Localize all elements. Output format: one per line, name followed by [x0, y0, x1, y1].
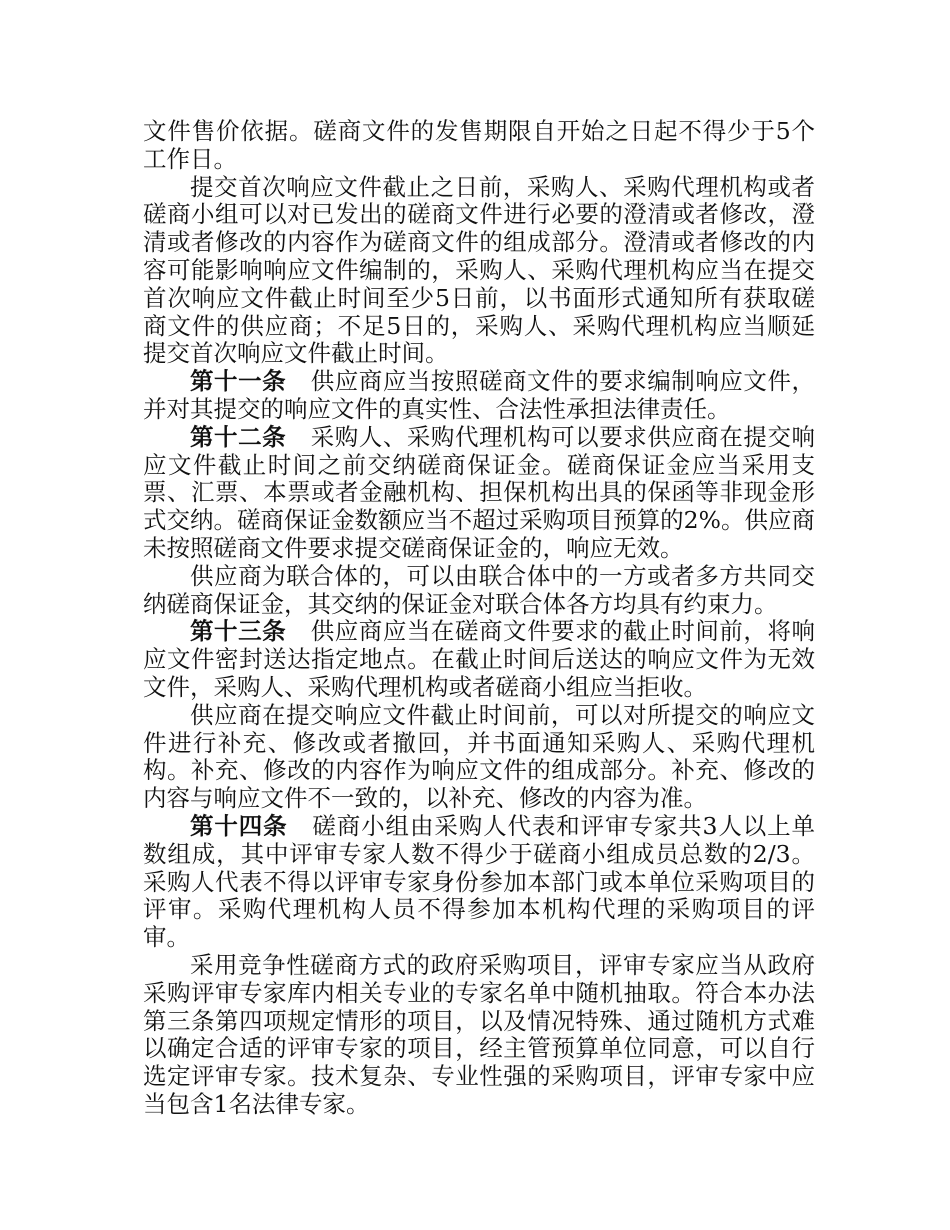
article-11	[143, 368, 815, 424]
paragraph	[143, 952, 815, 1119]
article-number: 第十二条	[190, 422, 287, 451]
paragraph-text: 磋商小组由采购人代表和评审专家共3人以上单数组成，其中评审专家人数不得少于磋商小组成员总数的2/3。采购人代表不得以评审专家身份参加本部门或本单位采购项目的评审。采购代理机构人员不得参加本机构代理的采购项目的评审。	[143, 811, 816, 952]
article-13	[143, 618, 815, 701]
document-page	[143, 118, 815, 1119]
paragraph-text: 文件售价依据。磋商文件的发售期限自开始之日起不得少于5个工作日。	[143, 117, 815, 173]
paragraph-text: 供应商应当按照磋商文件的要求编制响应文件，并对其提交的响应文件的真实性、合法性承担法律责任。	[143, 367, 816, 423]
paragraph	[143, 702, 815, 813]
article-12	[143, 424, 815, 563]
article-14	[143, 813, 815, 952]
article-number: 第十一条	[190, 367, 287, 396]
article-number: 第十四条	[190, 811, 288, 840]
paragraph-text: 供应商为联合体的，可以由联合体中的一方或者多方共同交纳磋商保证金，其交纳的保证金对联合体各方均具有约束力。	[143, 561, 815, 618]
paragraph-text: 采购人、采购代理机构可以要求供应商在提交响应文件截止时间之前交纳磋商保证金。磋商保证金应当采用支票、汇票、本票或者金融机构、担保机构出具的保函等非现金形式交纳。磋商保证金数额应当不超过采购项目预算的2%。供应商未按照磋商文件要求提交磋商保证金的，响应无效。	[143, 422, 816, 562]
paragraph-continuation	[143, 118, 815, 174]
article-number: 第十三条	[190, 617, 287, 646]
paragraph	[143, 563, 815, 619]
paragraph-text: 供应商在提交响应文件截止时间前，可以对所提交的响应文件进行补充、修改或者撤回，并书面通知采购人、采购代理机构。补充、修改的内容作为响应文件的组成部分。补充、修改的内容与响应文件不一致的，以补充、修改的内容为准。	[143, 700, 815, 813]
paragraph-text: 采用竞争性磋商方式的政府采购项目，评审专家应当从政府采购评审专家库内相关专业的专家名单中随机抽取。符合本办法第三条第四项规定情形的项目，以及情况特殊、通过随机方式难以确定合适的评审专家的项目，经主管预算单位同意，可以自行选定评审专家。技术复杂、专业性强的采购项目，评审专家中应当包含1名法律专家。	[143, 950, 815, 1118]
paragraph-text: 提交首次响应文件截止之日前，采购人、采购代理机构或者磋商小组可以对已发出的磋商文件进行必要的澄清或者修改，澄清或者修改的内容作为磋商文件的组成部分。澄清或者修改的内容可能影响响应文件编制的，采购人、采购代理机构应当在提交首次响应文件截止时间至少5日前，以书面形式通知所有获取磋商文件的供应商；不足5日的，采购人、采购代理机构应当顺延提交首次响应文件截止时间。	[143, 172, 815, 368]
paragraph-text: 供应商应当在磋商文件要求的截止时间前，将响应文件密封送达指定地点。在截止时间后送达的响应文件为无效文件，采购人、采购代理机构或者磋商小组应当拒收。	[143, 617, 816, 701]
paragraph	[143, 174, 815, 369]
